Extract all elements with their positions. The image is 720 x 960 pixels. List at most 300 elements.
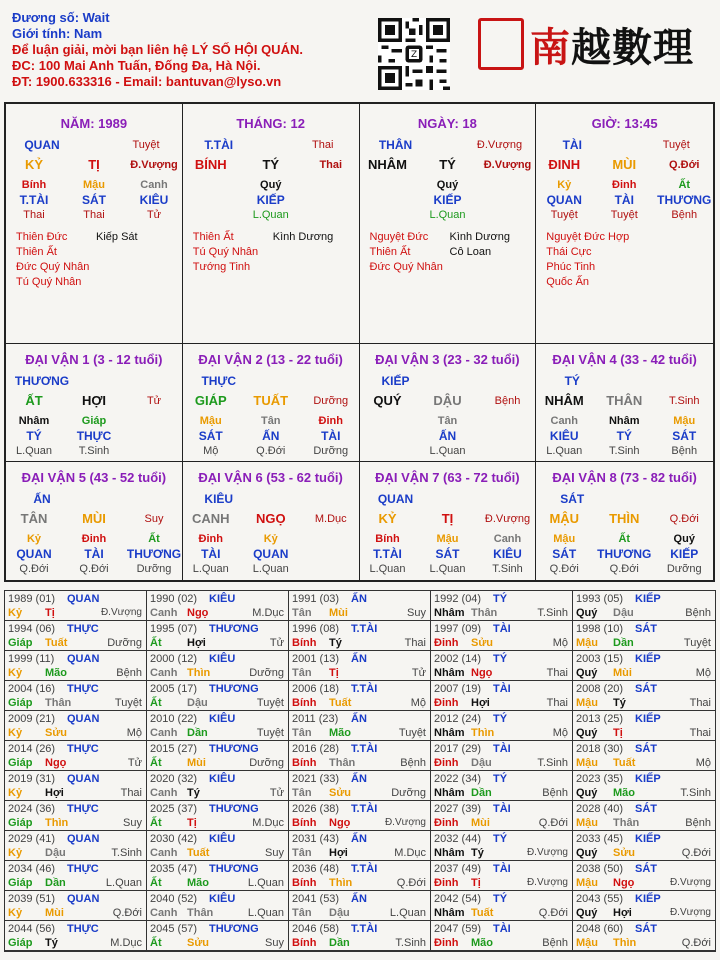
annual-year: 2023 (35): [576, 773, 624, 785]
annual-phase: Suy: [123, 817, 142, 829]
pillar-title: GIỜ: 13:45: [591, 116, 658, 131]
hidden-god: KIẾP: [433, 193, 462, 207]
stars-right: [96, 230, 138, 245]
annual-stem: Đinh: [434, 937, 459, 949]
annual-phase: Q.Đới: [112, 907, 142, 919]
hidden-stem: Mậu: [199, 415, 222, 427]
annual-year: 2020 (32): [150, 773, 198, 785]
annual-cell: [289, 681, 431, 711]
annual-branch: Mùi: [613, 667, 632, 679]
owner-name: Đương số: Wait: [12, 10, 110, 25]
annual-phase: L.Quan: [105, 877, 142, 889]
annual-year: 2011 (23): [292, 713, 339, 725]
star-item: Thái Cực: [546, 246, 592, 258]
annual-cell: [431, 771, 573, 801]
hidden-stem: Canh: [493, 533, 522, 545]
hidden-god: KIÊU: [139, 193, 169, 207]
annual-cell: [431, 741, 573, 771]
dai-van-5: [6, 462, 183, 580]
hidden-phase: Q.Đới: [549, 563, 579, 575]
annual-stem: Ất: [150, 757, 162, 769]
annual-branch: Ngọ: [329, 817, 351, 829]
annual-phase: T.Sinh: [111, 847, 142, 859]
dai-van-stem: KỶ: [378, 511, 397, 526]
pillar-stem: ĐINH: [548, 157, 581, 172]
hidden-stem: Ất: [678, 179, 691, 191]
annual-god: KIÊU: [209, 713, 236, 725]
annual-phase: Thai: [404, 637, 426, 649]
annual-god: THỰC: [67, 863, 99, 875]
star-item: Nguyệt Đức: [369, 231, 429, 243]
annual-cell: [573, 591, 715, 621]
dai-van-title: ĐẠI VẬN 6 (53 - 62 tuổi): [198, 470, 343, 485]
annual-phase: Dưỡng: [249, 757, 284, 769]
annual-phase: T.Sinh: [395, 937, 426, 949]
annual-stem: Canh: [150, 847, 178, 859]
hidden-stem: Tân: [437, 415, 458, 427]
annual-phase: Q.Đới: [538, 817, 568, 829]
dai-van-state: T.Sinh: [668, 395, 700, 407]
dai-van-3: [360, 344, 537, 462]
annual-cell: [147, 591, 289, 621]
pillars-grid: [4, 102, 715, 582]
hidden-stem: Canh: [550, 415, 578, 427]
annual-year: 1997 (09): [434, 623, 482, 635]
annual-branch: Tý: [471, 847, 484, 859]
annual-stem: Bính: [292, 817, 317, 829]
hidden-stem: Mậu: [553, 533, 576, 545]
pillar-3: [360, 104, 537, 344]
annual-phase: Thai: [120, 787, 142, 799]
annual-stem: Tân: [292, 667, 312, 679]
annual-god: THƯƠNG: [209, 863, 259, 875]
pillar-phase: Tuyệt: [132, 139, 160, 151]
annual-year: 2014 (26): [8, 743, 56, 755]
dai-van-state: Bệnh: [494, 395, 521, 407]
annual-stem: Tân: [292, 787, 312, 799]
pillar-title: NĂM: 1989: [60, 116, 128, 131]
hidden-phase: L.Quan: [429, 209, 466, 221]
hidden-stem: Đinh: [198, 533, 223, 545]
annual-god: THỰC: [67, 623, 99, 635]
annual-branch: Thân: [613, 817, 640, 829]
hidden-stem: Quý: [673, 533, 695, 545]
annual-year: 1999 (11): [8, 653, 55, 665]
annual-branch: Ngọ: [613, 877, 635, 889]
stars-left: [546, 230, 629, 290]
annual-year: 2037 (49): [434, 863, 482, 875]
annual-branch: Mão: [329, 727, 351, 739]
annual-phase: L.Quan: [389, 907, 426, 919]
annual-year: 2007 (19): [434, 683, 482, 695]
hidden-stem: Kỷ: [557, 179, 572, 191]
dai-van-branch: THÌN: [609, 511, 640, 526]
hidden-god: KIÊU: [549, 429, 579, 443]
annual-stem: Tân: [292, 727, 312, 739]
annual-year: 1990 (02): [150, 593, 198, 605]
annual-branch: Hợi: [329, 847, 348, 859]
annual-stem: Tân: [292, 847, 312, 859]
annual-phase: Bệnh: [400, 757, 426, 769]
annual-cell: [147, 891, 289, 921]
pillar-phase: Đ.Vượng: [476, 139, 523, 151]
address-line: ĐC: 100 Mai Anh Tuấn, Đống Đa, Hà Nội.: [12, 58, 261, 73]
annual-phase: Mộ: [695, 667, 711, 679]
annual-year: 2001 (13): [292, 653, 340, 665]
annual-cell: [431, 651, 573, 681]
annual-year: 2027 (39): [434, 803, 482, 815]
dai-van-4: [536, 344, 713, 462]
pillar-branch: TÝ: [439, 157, 456, 172]
annual-stem: Quý: [576, 667, 598, 679]
dai-van-god: KIẾP: [381, 374, 410, 388]
annual-branch: Tị: [187, 817, 197, 829]
annual-branch: Mùi: [329, 607, 348, 619]
hidden-phase: T.Sinh: [492, 563, 523, 575]
dai-van-stem: GIÁP: [194, 393, 227, 408]
hidden-god: THƯƠNG: [126, 547, 182, 561]
hidden-god: KIÊU: [493, 547, 522, 561]
hidden-phase: Q.Đới: [79, 563, 109, 575]
annual-phase: Bệnh: [685, 817, 711, 829]
annual-god: KIẾP: [635, 893, 661, 905]
annual-year: 1996 (08): [292, 623, 340, 635]
annual-branch: Thìn: [471, 727, 495, 739]
dai-van-god: TÝ: [564, 374, 580, 388]
annual-branch: Thìn: [187, 667, 211, 679]
hidden-god: ẤN: [262, 429, 280, 443]
annual-cell: [431, 801, 573, 831]
svg-text:Z: Z: [410, 50, 418, 61]
annual-stem: Tân: [292, 907, 312, 919]
dai-van-stem: ẤT: [25, 393, 43, 408]
annual-cell: [431, 591, 573, 621]
annual-stem: Mậu: [576, 697, 598, 709]
annual-stem: Đinh: [434, 697, 459, 709]
annual-year: 2013 (25): [576, 713, 624, 725]
annual-cell: [431, 711, 573, 741]
star-item: Cô Loan: [449, 246, 492, 258]
annual-stem: Ất: [150, 817, 162, 829]
annual-god: SÁT: [635, 683, 657, 695]
annual-branch: Thân: [329, 757, 356, 769]
annual-branch: Sửu: [613, 847, 636, 859]
annual-branch: Thân: [187, 907, 214, 919]
annual-branch: Hợi: [613, 907, 632, 919]
annual-cell: [5, 651, 147, 681]
dai-van-stem: TÂN: [20, 511, 48, 526]
pillar-state: Đ.Vượng: [130, 159, 178, 171]
annual-branch: Tý: [613, 697, 626, 709]
dai-van-7: [360, 462, 537, 580]
dai-van-8: [536, 462, 713, 580]
annual-branch: Dần: [45, 877, 66, 889]
pillar-branch: TÝ: [262, 157, 280, 172]
annual-stem: Đinh: [434, 817, 459, 829]
annual-branch: Tị: [613, 727, 623, 739]
annual-year: 2030 (42): [150, 833, 198, 845]
annual-branch: Thìn: [613, 937, 637, 949]
hidden-phase: Bệnh: [671, 209, 698, 221]
dai-van-branch: NGỌ: [255, 511, 286, 526]
dai-van-branch: TUẤT: [253, 393, 289, 408]
annual-stem: Quý: [576, 787, 598, 799]
annual-god: QUAN: [67, 893, 100, 905]
hidden-god: T.TÀI: [19, 193, 49, 207]
annual-branch: Dậu: [187, 697, 208, 709]
annual-god: TÝ: [493, 713, 508, 725]
pillar-branch: MÙI: [612, 157, 637, 172]
annual-branch: Mão: [187, 877, 209, 889]
annual-year: 1992 (04): [434, 593, 482, 605]
dai-van-god: KIÊU: [204, 492, 234, 506]
pillar-phase: Thai: [312, 139, 334, 151]
annual-god: T.TÀI: [351, 623, 378, 635]
annual-year: 2006 (18): [292, 683, 340, 695]
annual-god: THƯƠNG: [209, 623, 259, 635]
annual-branch: Thìn: [329, 877, 353, 889]
annual-god: SÁT: [635, 623, 657, 635]
annual-year: 2038 (50): [576, 863, 624, 875]
annual-stem: Kỷ: [8, 667, 23, 679]
annual-branch: Thân: [471, 607, 498, 619]
annual-cell: [5, 921, 147, 951]
annual-cell: [289, 801, 431, 831]
annual-phase: M.Dục: [394, 847, 426, 859]
annual-cell: [5, 681, 147, 711]
annual-year: 1994 (06): [8, 623, 56, 635]
hidden-phase: L.Quan: [252, 209, 289, 221]
annual-god: ẤN: [351, 593, 367, 605]
annual-year: 2026 (38): [292, 803, 340, 815]
annual-god: SÁT: [635, 923, 657, 935]
dai-van-god: THƯƠNG: [14, 374, 70, 388]
annual-branch: Mùi: [187, 757, 206, 769]
annual-branch: Ngọ: [45, 757, 67, 769]
contact-line: Để luận giải, mời bạn liên hệ LÝ SỐ HỘI QUÁN.: [12, 42, 303, 57]
annual-stem: Quý: [576, 727, 598, 739]
hidden-stem: Nhâm: [608, 415, 640, 427]
dai-van-branch: MÙI: [82, 511, 106, 526]
annual-god: QUAN: [67, 773, 100, 785]
annual-god: KIẾP: [635, 833, 661, 845]
annual-cell: [5, 771, 147, 801]
annual-phase: Đ.Vượng: [100, 607, 142, 618]
annual-stem: Quý: [576, 907, 598, 919]
annual-phase: L.Quan: [247, 877, 284, 889]
pillar-god: TÀI: [562, 138, 582, 152]
pillar-state: Q.Đới: [669, 159, 700, 171]
annual-god: TÝ: [493, 773, 508, 785]
dai-van-title: ĐẠI VẬN 5 (43 - 52 tuổi): [21, 470, 167, 485]
annual-phase: Mộ: [552, 637, 568, 649]
hidden-phase: L.Quan: [429, 563, 466, 575]
annual-god: T.TÀI: [351, 863, 378, 875]
hidden-stem: Tân: [260, 415, 281, 427]
annual-stem: Đinh: [434, 877, 459, 889]
star-item: Thiên Ất: [369, 246, 411, 258]
annual-phase: T.Sinh: [680, 787, 711, 799]
hidden-phase: Mộ: [203, 445, 219, 457]
annual-stem: Bính: [292, 757, 317, 769]
annual-phase: Q.Đới: [681, 937, 711, 949]
hidden-stem: Đinh: [81, 533, 107, 545]
annual-god: T.TÀI: [351, 923, 378, 935]
annual-cell: [573, 741, 715, 771]
stars-right: [450, 230, 510, 260]
annual-cell: [5, 831, 147, 861]
annual-phase: Tuyệt: [683, 637, 711, 649]
annual-year: 2028 (40): [576, 803, 624, 815]
hidden-stem: Nhâm: [18, 415, 50, 427]
hidden-stem: Đinh: [318, 415, 343, 427]
dai-van-title: ĐẠI VẬN 7 (63 - 72 tuổi): [375, 470, 520, 485]
dai-van-branch: TỊ: [441, 511, 454, 526]
annual-cell: [289, 861, 431, 891]
annual-year: 2024 (36): [8, 803, 56, 815]
hidden-phase: T.Sinh: [78, 445, 110, 457]
annual-cell: [289, 711, 431, 741]
annual-god: QUAN: [67, 833, 100, 845]
annual-cell: [5, 861, 147, 891]
annual-stem: Bính: [292, 937, 317, 949]
annual-branch: Tý: [45, 937, 58, 949]
annual-phase: Tuyệt: [114, 697, 142, 709]
dai-van-title: ĐẠI VẬN 3 (23 - 32 tuổi): [375, 352, 520, 367]
annual-stem: Kỷ: [8, 607, 23, 619]
annual-phase: M.Dục: [110, 937, 142, 949]
dai-van-title: ĐẠI VẬN 2 (13 - 22 tuổi): [198, 352, 343, 367]
dai-van-branch: HỢI: [81, 393, 107, 408]
annual-branch: Mùi: [471, 817, 490, 829]
pillar-state: Thai: [319, 159, 343, 171]
annual-stem: Mậu: [576, 937, 598, 949]
hidden-phase: Thai: [23, 209, 45, 221]
stars-left: [370, 230, 443, 275]
annual-phase: Tử: [411, 667, 426, 679]
annual-phase: Tử: [269, 637, 284, 649]
annual-branch: Mão: [471, 937, 493, 949]
annual-branch: Dần: [613, 637, 634, 649]
annual-stem: Kỷ: [8, 907, 23, 919]
annual-cell: [5, 711, 147, 741]
annual-god: T.TÀI: [351, 683, 378, 695]
annual-stem: Nhâm: [434, 667, 465, 679]
annual-stem: Giáp: [8, 697, 33, 709]
annual-stem: Đinh: [434, 757, 459, 769]
hidden-god: TÀI: [201, 547, 221, 561]
annual-cell: [147, 741, 289, 771]
annual-year: 1991 (03): [292, 593, 340, 605]
annual-branch: Thân: [45, 697, 72, 709]
dai-van-god: ẤN: [33, 492, 51, 506]
annual-year: 2047 (59): [434, 923, 482, 935]
annual-year: 2036 (48): [292, 863, 340, 875]
annual-year: 2004 (16): [8, 683, 56, 695]
annual-god: TÀI: [493, 623, 511, 635]
dai-van-state: Tử: [146, 395, 162, 407]
annual-phase: Mộ: [410, 697, 426, 709]
hidden-phase: Tuyệt: [610, 209, 638, 221]
annual-branch: Thìn: [45, 817, 69, 829]
annual-branch: Tị: [329, 667, 339, 679]
annual-god: TÀI: [493, 863, 511, 875]
hidden-stem: Đinh: [612, 179, 637, 191]
annual-stem: Ất: [150, 937, 162, 949]
annual-year: 2040 (52): [150, 893, 198, 905]
annual-year: 2039 (51): [8, 893, 56, 905]
hidden-god: THỰC: [76, 429, 112, 443]
annual-stem: Mậu: [576, 757, 598, 769]
annual-phase: Tử: [127, 757, 142, 769]
annual-branch: Tị: [45, 607, 55, 619]
annual-cell: [289, 621, 431, 651]
annual-god: THỰC: [67, 683, 99, 695]
gender-label: Giới tính:: [12, 26, 71, 41]
annual-stem: Tân: [292, 607, 312, 619]
annual-god: THƯƠNG: [209, 923, 259, 935]
annual-year: 1993 (05): [576, 593, 624, 605]
annual-cell: [431, 621, 573, 651]
annual-phase: Dưỡng: [391, 787, 426, 799]
annual-phase: Dưỡng: [107, 637, 142, 649]
annual-phase: Mộ: [552, 727, 568, 739]
annual-stem: Ất: [150, 877, 162, 889]
annual-year: 2005 (17): [150, 683, 198, 695]
annual-stem: Giáp: [8, 937, 33, 949]
annual-stem: Giáp: [8, 637, 33, 649]
annual-cell: [289, 651, 431, 681]
hidden-phase: Dưỡng: [313, 445, 349, 457]
annual-branch: Sửu: [187, 937, 210, 949]
pillar-title: THÁNG: 12: [236, 116, 305, 131]
hidden-god: T.TÀI: [373, 547, 402, 561]
annual-year: 2045 (57): [150, 923, 198, 935]
annual-branch: Hợi: [45, 787, 64, 799]
pillar-branch: TỊ: [88, 157, 100, 172]
annual-branch: Sửu: [329, 787, 352, 799]
annual-branch: Dậu: [613, 607, 634, 619]
annual-stem: Canh: [150, 727, 178, 739]
annual-phase: Q.Đới: [681, 847, 711, 859]
annual-phase: Bệnh: [116, 667, 142, 679]
annual-year: 2021 (33): [292, 773, 340, 785]
annual-cell: [431, 861, 573, 891]
annual-year: 2048 (60): [576, 923, 624, 935]
star-item: Thiên Đức: [16, 231, 68, 243]
annual-cell: [573, 801, 715, 831]
annual-branch: Mão: [45, 667, 67, 679]
annual-stem: Giáp: [8, 877, 33, 889]
annual-cell: [289, 921, 431, 951]
annual-god: THỰC: [67, 803, 99, 815]
annual-cell: [147, 711, 289, 741]
hidden-stem: Ất: [618, 533, 631, 545]
annual-year: 1989 (01): [8, 593, 56, 605]
hidden-god: ẤN: [438, 429, 457, 443]
annual-stem: Mậu: [576, 877, 598, 889]
hidden-phase: Tử: [146, 209, 162, 221]
annual-cell: [147, 651, 289, 681]
annual-cell: [573, 771, 715, 801]
annual-god: ẤN: [351, 893, 367, 905]
annual-year: 2015 (27): [150, 743, 198, 755]
dai-van-2: [183, 344, 360, 462]
annual-cell: [289, 891, 431, 921]
annual-god: TÝ: [493, 893, 508, 905]
header-info: [12, 10, 352, 90]
hidden-stem: Giáp: [81, 415, 107, 427]
